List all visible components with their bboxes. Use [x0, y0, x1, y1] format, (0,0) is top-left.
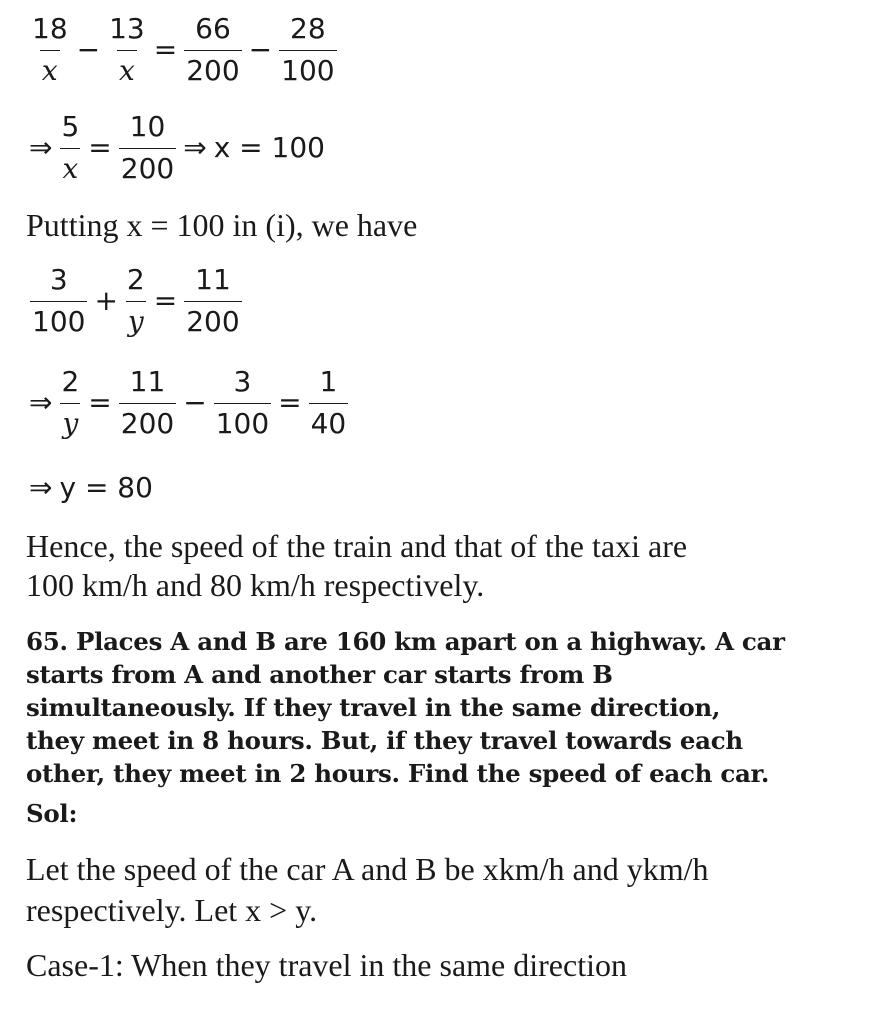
- putting-line: Putting x = 100 in (i), we have: [26, 207, 418, 243]
- equals-sign: =: [88, 386, 112, 420]
- fraction-2-over-y: [125, 265, 147, 338]
- denominator: x: [40, 50, 60, 87]
- denominator: 100: [30, 301, 87, 338]
- solution-label: Sol:: [26, 799, 78, 828]
- numerator: 2: [61, 365, 80, 398]
- numerator: 5: [61, 110, 80, 143]
- fraction-28-over-100: [279, 14, 336, 87]
- fraction-5-over-x: [59, 112, 81, 185]
- numerator: 28: [290, 12, 326, 45]
- question-65-line-3: simultaneously. If they travel in the same direction,: [26, 693, 721, 722]
- minus-sign: −: [183, 386, 207, 420]
- equation-2: [26, 112, 329, 185]
- implies-sign: ⇒: [29, 386, 53, 420]
- plus-sign: +: [94, 284, 118, 318]
- denominator: y: [126, 301, 146, 338]
- equation-3: [26, 265, 246, 338]
- fraction-10-over-200: [119, 112, 176, 185]
- numerator: 11: [195, 263, 231, 296]
- fraction-18-over-x: [30, 14, 70, 87]
- implies-sign: ⇒: [29, 471, 53, 504]
- numerator: 10: [129, 110, 166, 143]
- equals-sign: =: [88, 131, 112, 165]
- numerator: 3: [49, 263, 68, 296]
- question-65-line-5: other, they meet in 2 hours. Find the speed of each car.: [26, 759, 770, 788]
- minus-sign: −: [248, 33, 273, 67]
- equation-result: x = 100: [213, 131, 325, 165]
- denominator: 40: [309, 403, 349, 440]
- denominator: 200: [184, 301, 241, 338]
- denominator: 200: [184, 50, 241, 87]
- fraction-3-over-100: [214, 367, 271, 440]
- case-1-heading: Case-1: When they travel in the same direction: [26, 947, 627, 983]
- fraction-1-over-40: [309, 367, 349, 440]
- equation-4: [26, 367, 352, 440]
- question-65-line-2: starts from A and another car starts from B: [26, 660, 613, 689]
- denominator: x: [60, 148, 80, 185]
- fraction-66-over-200: [184, 14, 241, 87]
- numerator: 18: [32, 12, 68, 45]
- equals-sign: =: [153, 33, 178, 67]
- solution-line-2: respectively. Let x > y.: [26, 892, 318, 928]
- equals-sign: =: [278, 386, 302, 420]
- question-65-line-4: they meet in 8 hours. But, if they travel towards each: [26, 726, 743, 755]
- fraction-11-over-200: [119, 367, 176, 440]
- equation-5: [26, 471, 157, 504]
- conclusion-line-1: Hence, the speed of the train and that of the taxi are: [26, 528, 688, 564]
- equation-1: [26, 14, 341, 87]
- fraction-11-over-200: [184, 265, 241, 338]
- equation-result: y = 80: [59, 471, 153, 504]
- denominator: y: [60, 403, 80, 440]
- fraction-2-over-y: [59, 367, 81, 440]
- denominator: 100: [279, 50, 336, 87]
- denominator: 200: [119, 148, 176, 185]
- numerator: 66: [195, 12, 231, 45]
- implies-sign: ⇒: [183, 131, 207, 165]
- minus-sign: −: [76, 33, 101, 67]
- solution-line-1: Let the speed of the car A and B be xkm/h and ykm/h: [26, 851, 709, 887]
- conclusion-line-2: 100 km/h and 80 km/h respectively.: [26, 567, 485, 603]
- denominator: 100: [214, 403, 271, 440]
- denominator: x: [117, 50, 137, 87]
- fraction-3-over-100: [30, 265, 87, 338]
- numerator: 11: [129, 365, 166, 398]
- fraction-13-over-x: [107, 14, 147, 87]
- denominator: 200: [119, 403, 176, 440]
- numerator: 13: [109, 12, 145, 45]
- implies-sign: ⇒: [29, 131, 53, 165]
- numerator: 3: [233, 365, 252, 398]
- numerator: 2: [126, 263, 145, 296]
- numerator: 1: [319, 365, 338, 398]
- equals-sign: =: [153, 284, 178, 318]
- question-65-line-1: 65. Places A and B are 160 km apart on a highway. A car: [26, 627, 785, 656]
